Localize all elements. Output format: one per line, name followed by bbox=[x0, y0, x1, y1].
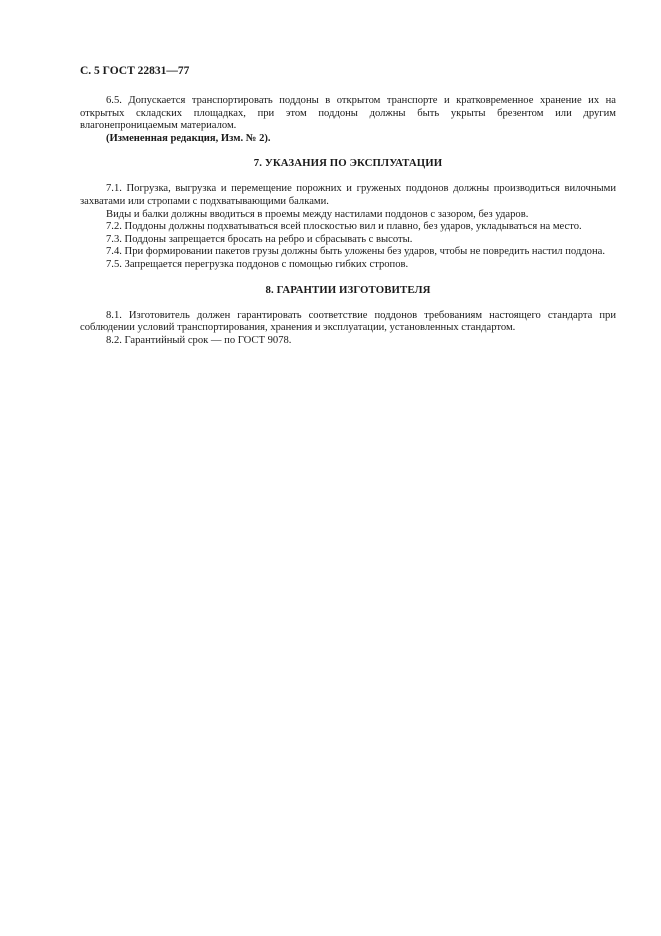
paragraph-8-1: 8.1. Изготовитель должен гарантировать соответствие поддонов требованиям настоящего стандарта при соблюдении условий транспортирования, хранения и эксплуатации, установленных стандартом. bbox=[80, 309, 616, 334]
document-page bbox=[80, 64, 616, 347]
paragraph-6-5: 6.5. Допускается транспортировать поддоны в открытом транспорте и кратковременное хранение их на открытых складских площадках, при этом поддоны должны быть укрыты брезентом или другим влагонепроницаемым материалом. bbox=[80, 95, 616, 132]
page-header: С. 5 ГОСТ 22831—77 bbox=[80, 65, 190, 77]
paragraph-7-4: 7.4. При формировании пакетов грузы должны быть уложены без ударов, чтобы не повредить настил поддона. bbox=[106, 246, 605, 258]
paragraph-7-2: 7.2. Поддоны должны подхватываться всей плоскостью вил и плавно, без ударов, укладываться на место. bbox=[106, 221, 582, 233]
paragraph-7-5: 7.5. Запрещается перегрузка поддонов с помощью гибких стропов. bbox=[106, 258, 409, 270]
amendment-note: (Измененная редакция, Изм. № 2). bbox=[106, 132, 271, 144]
section-8-title: 8. ГАРАНТИИ ИЗГОТОВИТЕЛЯ bbox=[265, 283, 431, 296]
paragraph-8-2: 8.2. Гарантийный срок — по ГОСТ 9078. bbox=[106, 334, 292, 346]
paragraph-7-1: 7.1. Погрузка, выгрузка и перемещение порожних и груженых поддонов должны производиться вилочными захватами или стропами с подхватывающими балками. bbox=[80, 183, 616, 207]
paragraph-7-1-continued: Виды и балки должны вводиться в проемы между настилами поддонов с зазором, без ударов. bbox=[106, 208, 529, 220]
section-7-title: 7. УКАЗАНИЯ ПО ЭКСПЛУАТАЦИИ bbox=[253, 157, 443, 170]
paragraph-7-3: 7.3. Поддоны запрещается бросать на ребро и сбрасывать с высоты. bbox=[106, 233, 413, 245]
